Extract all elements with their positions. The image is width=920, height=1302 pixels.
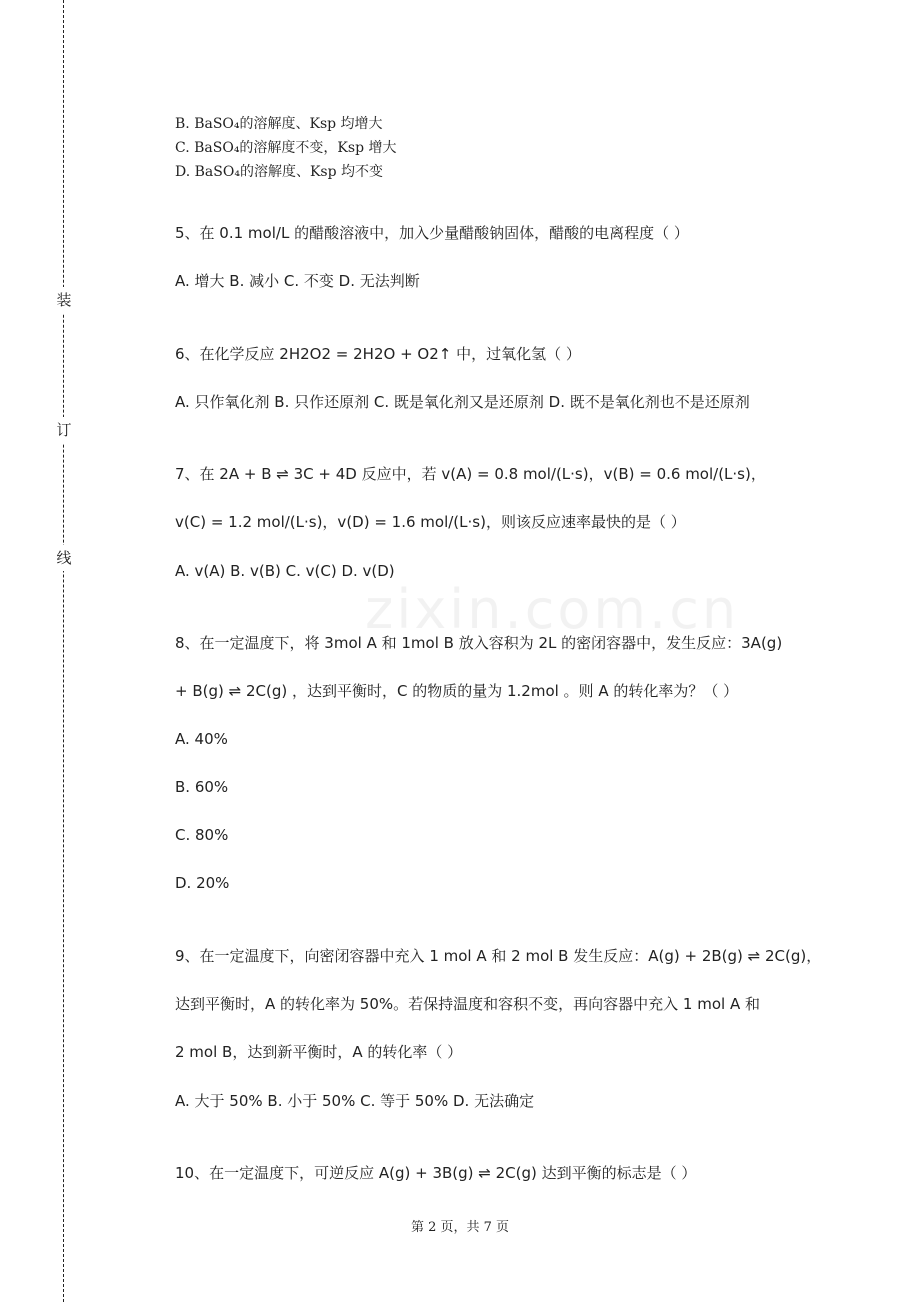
q9-stem-line3: 2 mol B，达到新平衡时，A 的转化率（ ） xyxy=(175,1043,463,1061)
page-footer: 第 2 页，共 7 页 xyxy=(410,1220,510,1235)
q4-option-b: B. BaSO₄的溶解度、Ksp 均增大 xyxy=(175,116,383,132)
q9-stem-line2: 达到平衡时，A 的转化率为 50%。若保持温度和容积不变，再向容器中充入 1 mol A 和 xyxy=(175,995,760,1013)
watermark: zixin.com.cn xyxy=(365,578,740,641)
binding-char-zhuang: 装 xyxy=(54,287,74,313)
q8-stem-line2: + B(g) ⇌ 2C(g) ，达到平衡时，C 的物质的量为 1.2mol 。则 A 的转化率为？（ ） xyxy=(175,682,739,700)
q10-stem: 10、在一定温度下，可逆反应 A(g) + 3B(g) ⇌ 2C(g) 达到平衡的标志是（ ） xyxy=(175,1164,697,1182)
q8-option-c: C. 80% xyxy=(175,826,229,844)
q5-options: A. 增大 B. 减小 C. 不变 D. 无法判断 xyxy=(175,272,420,290)
q8-option-b: B. 60% xyxy=(175,778,229,796)
q4-option-d: D. BaSO₄的溶解度、Ksp 均不变 xyxy=(175,164,383,180)
binding-dashed-line xyxy=(63,0,64,1302)
q6-options: A. 只作氧化剂 B. 只作还原剂 C. 既是氧化剂又是还原剂 D. 既不是氧化剂也不是还原剂 xyxy=(175,393,750,411)
q5-stem: 5、在 0.1 mol/L 的醋酸溶液中，加入少量醋酸钠固体，醋酸的电离程度（ ） xyxy=(175,224,689,242)
q8-stem-line1: 8、在一定温度下，将 3mol A 和 1mol B 放入容积为 2L 的密闭容器中，发生反应：3A(g) xyxy=(175,634,783,652)
binding-char-xian: 线 xyxy=(54,545,74,571)
q7-stem-line1: 7、在 2A + B ⇌ 3C + 4D 反应中，若 v(A) = 0.8 mol/(L·s)，v(B) = 0.6 mol/(L·s)， xyxy=(175,465,766,483)
q9-options: A. 大于 50% B. 小于 50% C. 等于 50% D. 无法确定 xyxy=(175,1092,535,1110)
q9-stem-line1: 9、在一定温度下，向密闭容器中充入 1 mol A 和 2 mol B 发生反应：A(g) + 2B(g) ⇌ 2C(g)， xyxy=(175,947,822,965)
q6-stem: 6、在化学反应 2H2O2 = 2H2O + O2↑ 中，过氧化氢（ ） xyxy=(175,345,581,363)
binding-char-ding: 订 xyxy=(54,417,74,443)
q8-option-d: D. 20% xyxy=(175,874,230,892)
q8-option-a: A. 40% xyxy=(175,730,228,748)
q7-stem-line2: v(C) = 1.2 mol/(L·s)，v(D) = 1.6 mol/(L·s)，则该反应速率最快的是（ ） xyxy=(175,513,686,531)
q4-option-c: C. BaSO₄的溶解度不变，Ksp 增大 xyxy=(175,140,397,156)
q7-options: A. v(A) B. v(B) C. v(C) D. v(D) xyxy=(175,562,395,580)
